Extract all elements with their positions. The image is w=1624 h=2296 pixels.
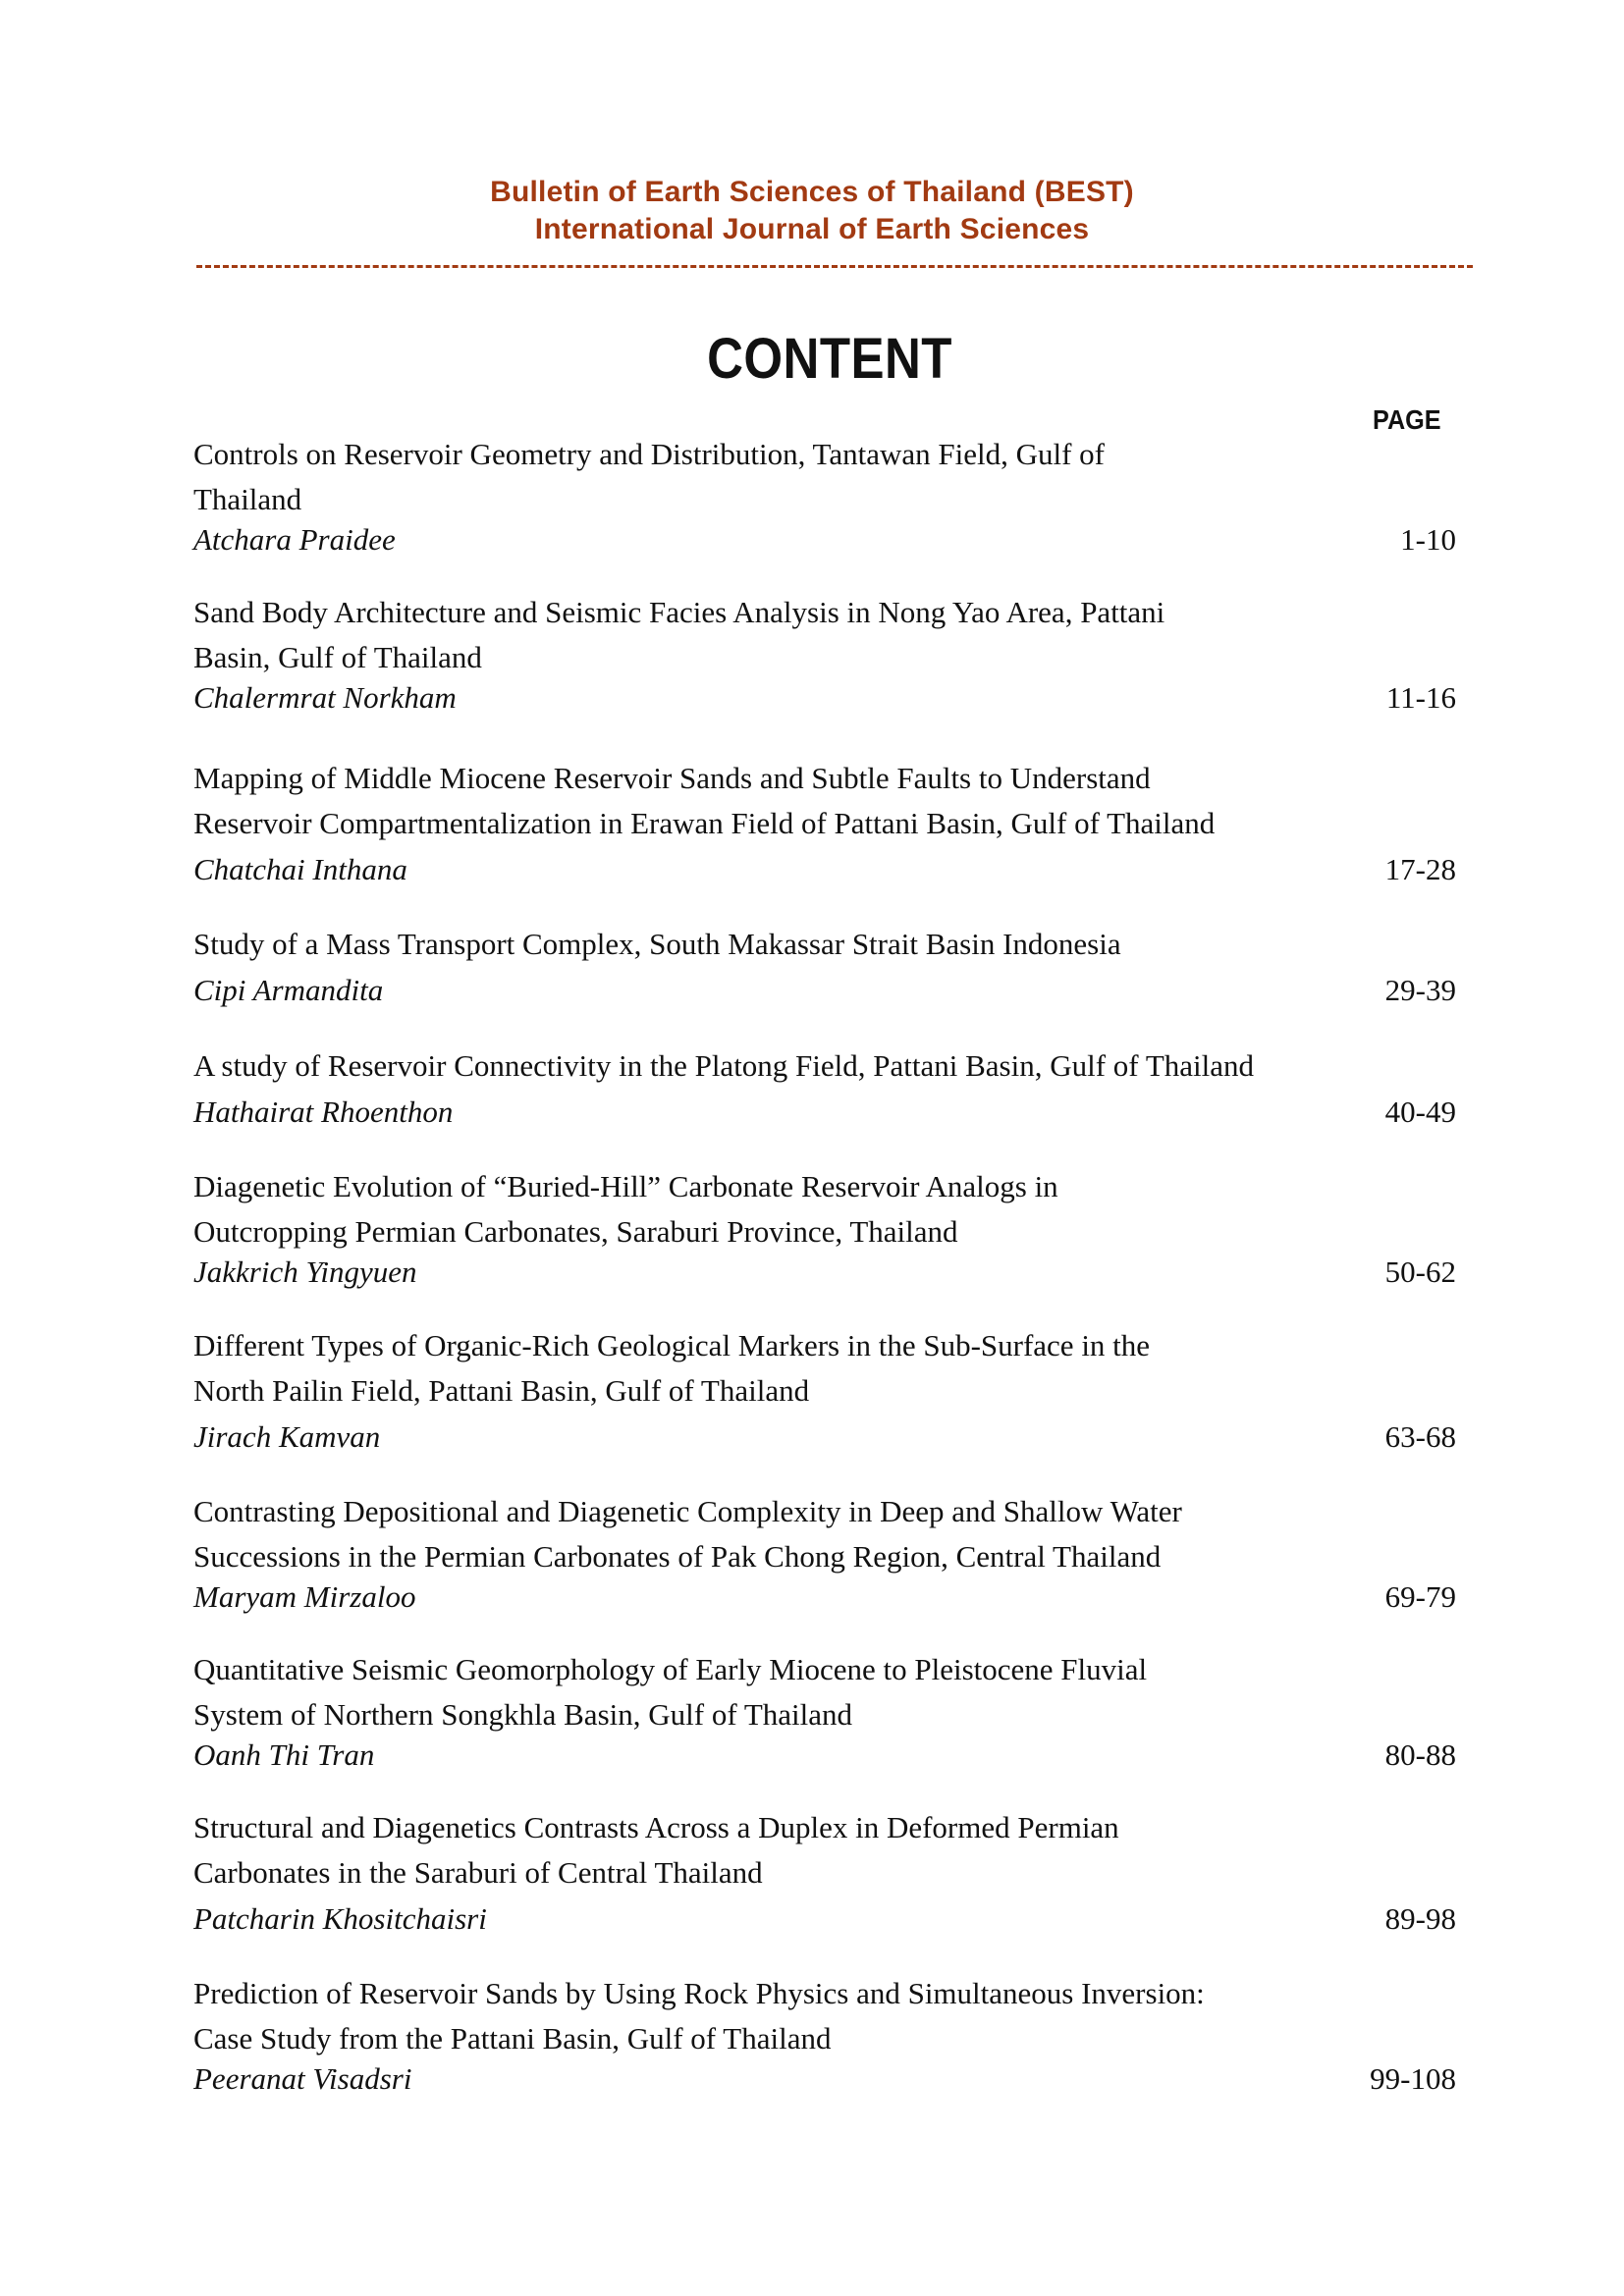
entry-title-line: Structural and Diagenetics Contrasts Across a Duplex in Deformed Permian (193, 1810, 1119, 1844)
entry-title-line: Sand Body Architecture and Seismic Facies Analysis in Nong Yao Area, Pattani (193, 595, 1165, 629)
entry-title-line: Different Types of Organic-Rich Geological Markers in the Sub-Surface in the (193, 1328, 1151, 1362)
entry-author: Atchara Praidee (193, 522, 396, 557)
entry-author: Patcharin Khositchaisri (193, 1901, 487, 1936)
entry-title-line: Study of a Mass Transport Complex, South Makassar Strait Basin Indonesia (193, 927, 1121, 961)
entry-author: Cipi Armandita (193, 973, 384, 1007)
entry-title-line: Case Study from the Pattani Basin, Gulf of Thailand (193, 2021, 832, 2056)
entry-author-row (193, 522, 1470, 560)
entry-title-line: Reservoir Compartmentalization in Erawan Field of Pattani Basin, Gulf of Thailand (193, 806, 1216, 840)
entry-author: Jirach Kamvan (193, 1419, 381, 1454)
entry-author-row (193, 1255, 1470, 1292)
entry-title-line: Basin, Gulf of Thailand (193, 640, 482, 674)
entry-title-line: System of Northern Songkhla Basin, Gulf of Thailand (193, 1697, 853, 1732)
entry-author: Peeranat Visadsri (193, 2061, 412, 2096)
entry-author: Hathairat Rhoenthon (193, 1095, 454, 1129)
entry-author-row (193, 852, 1470, 889)
entry-pages: 40-49 (1384, 1095, 1456, 1129)
entry-title-line: Mapping of Middle Miocene Reservoir Sands and Subtle Faults to Understand (193, 761, 1151, 795)
journal-subtitle: International Journal of Earth Sciences (534, 213, 1090, 245)
entry-title-line: Contrasting Depositional and Diagenetic Complexity in Deep and Shallow Water (193, 1494, 1182, 1528)
entry-title-line: Controls on Reservoir Geometry and Distribution, Tantawan Field, Gulf of (193, 437, 1105, 471)
entry-author: Maryam Mirzaloo (193, 1579, 416, 1614)
toc-entry (193, 1043, 1470, 1132)
entry-author-row (193, 2061, 1470, 2099)
toc-entry (193, 1971, 1470, 2099)
entry-title-line: Carbonates in the Saraburi of Central Thailand (193, 1855, 763, 1890)
entry-title-line: Prediction of Reservoir Sands by Using Rock Physics and Simultaneous Inversion: (193, 1976, 1205, 2010)
entry-author-row (193, 1737, 1470, 1775)
entry-pages: 29-39 (1384, 973, 1456, 1007)
entry-title-line: Thailand (193, 482, 302, 516)
entry-pages: 1-10 (1400, 522, 1456, 557)
page-column-heading: PAGE (1373, 404, 1441, 435)
entry-pages: 99-108 (1370, 2061, 1456, 2096)
entry-title-line: A study of Reservoir Connectivity in the Platong Field, Pattani Basin, Gulf of Thailand (193, 1048, 1255, 1083)
entry-title-line: North Pailin Field, Pattani Basin, Gulf of Thailand (193, 1373, 810, 1408)
entry-author-row (193, 1095, 1470, 1132)
entry-pages: 89-98 (1384, 1901, 1456, 1936)
toc-entry (193, 922, 1470, 1010)
toc-entry (193, 756, 1470, 889)
entry-author: Jakkrich Yingyuen (193, 1255, 417, 1289)
entry-title-line: Quantitative Seismic Geomorphology of Early Miocene to Pleistocene Fluvial (193, 1652, 1148, 1686)
toc-entry (193, 1323, 1470, 1457)
entry-author-row (193, 1579, 1470, 1617)
content-heading: CONTENT (707, 327, 952, 391)
entry-author-row (193, 973, 1470, 1010)
entry-author-row (193, 1901, 1470, 1939)
entry-pages: 80-88 (1384, 1737, 1456, 1772)
toc-entry (193, 432, 1470, 560)
entry-pages: 50-62 (1384, 1255, 1456, 1289)
entry-pages: 63-68 (1384, 1419, 1456, 1454)
toc-entry (193, 1489, 1470, 1617)
entry-author: Chalermrat Norkham (193, 680, 457, 715)
toc-entry (193, 590, 1470, 718)
toc-entry (193, 1805, 1470, 1939)
entry-author-row (193, 680, 1470, 718)
entry-author-row (193, 1419, 1470, 1457)
entry-pages: 17-28 (1384, 852, 1456, 886)
entry-title-line: Successions in the Permian Carbonates of Pak Chong Region, Central Thailand (193, 1539, 1162, 1574)
entry-pages: 69-79 (1384, 1579, 1456, 1614)
entry-author: Chatchai Inthana (193, 852, 407, 886)
entry-title-line: Diagenetic Evolution of “Buried-Hill” Carbonate Reservoir Analogs in (193, 1169, 1058, 1203)
entry-author: Oanh Thi Tran (193, 1737, 375, 1772)
toc-entry (193, 1647, 1470, 1775)
toc-entry (193, 1164, 1470, 1292)
journal-title: Bulletin of Earth Sciences of Thailand (BEST) (490, 176, 1134, 208)
entry-pages: 11-16 (1385, 680, 1456, 715)
entry-title-line: Outcropping Permian Carbonates, Saraburi Province, Thailand (193, 1214, 958, 1249)
dashed-divider (196, 265, 1473, 268)
